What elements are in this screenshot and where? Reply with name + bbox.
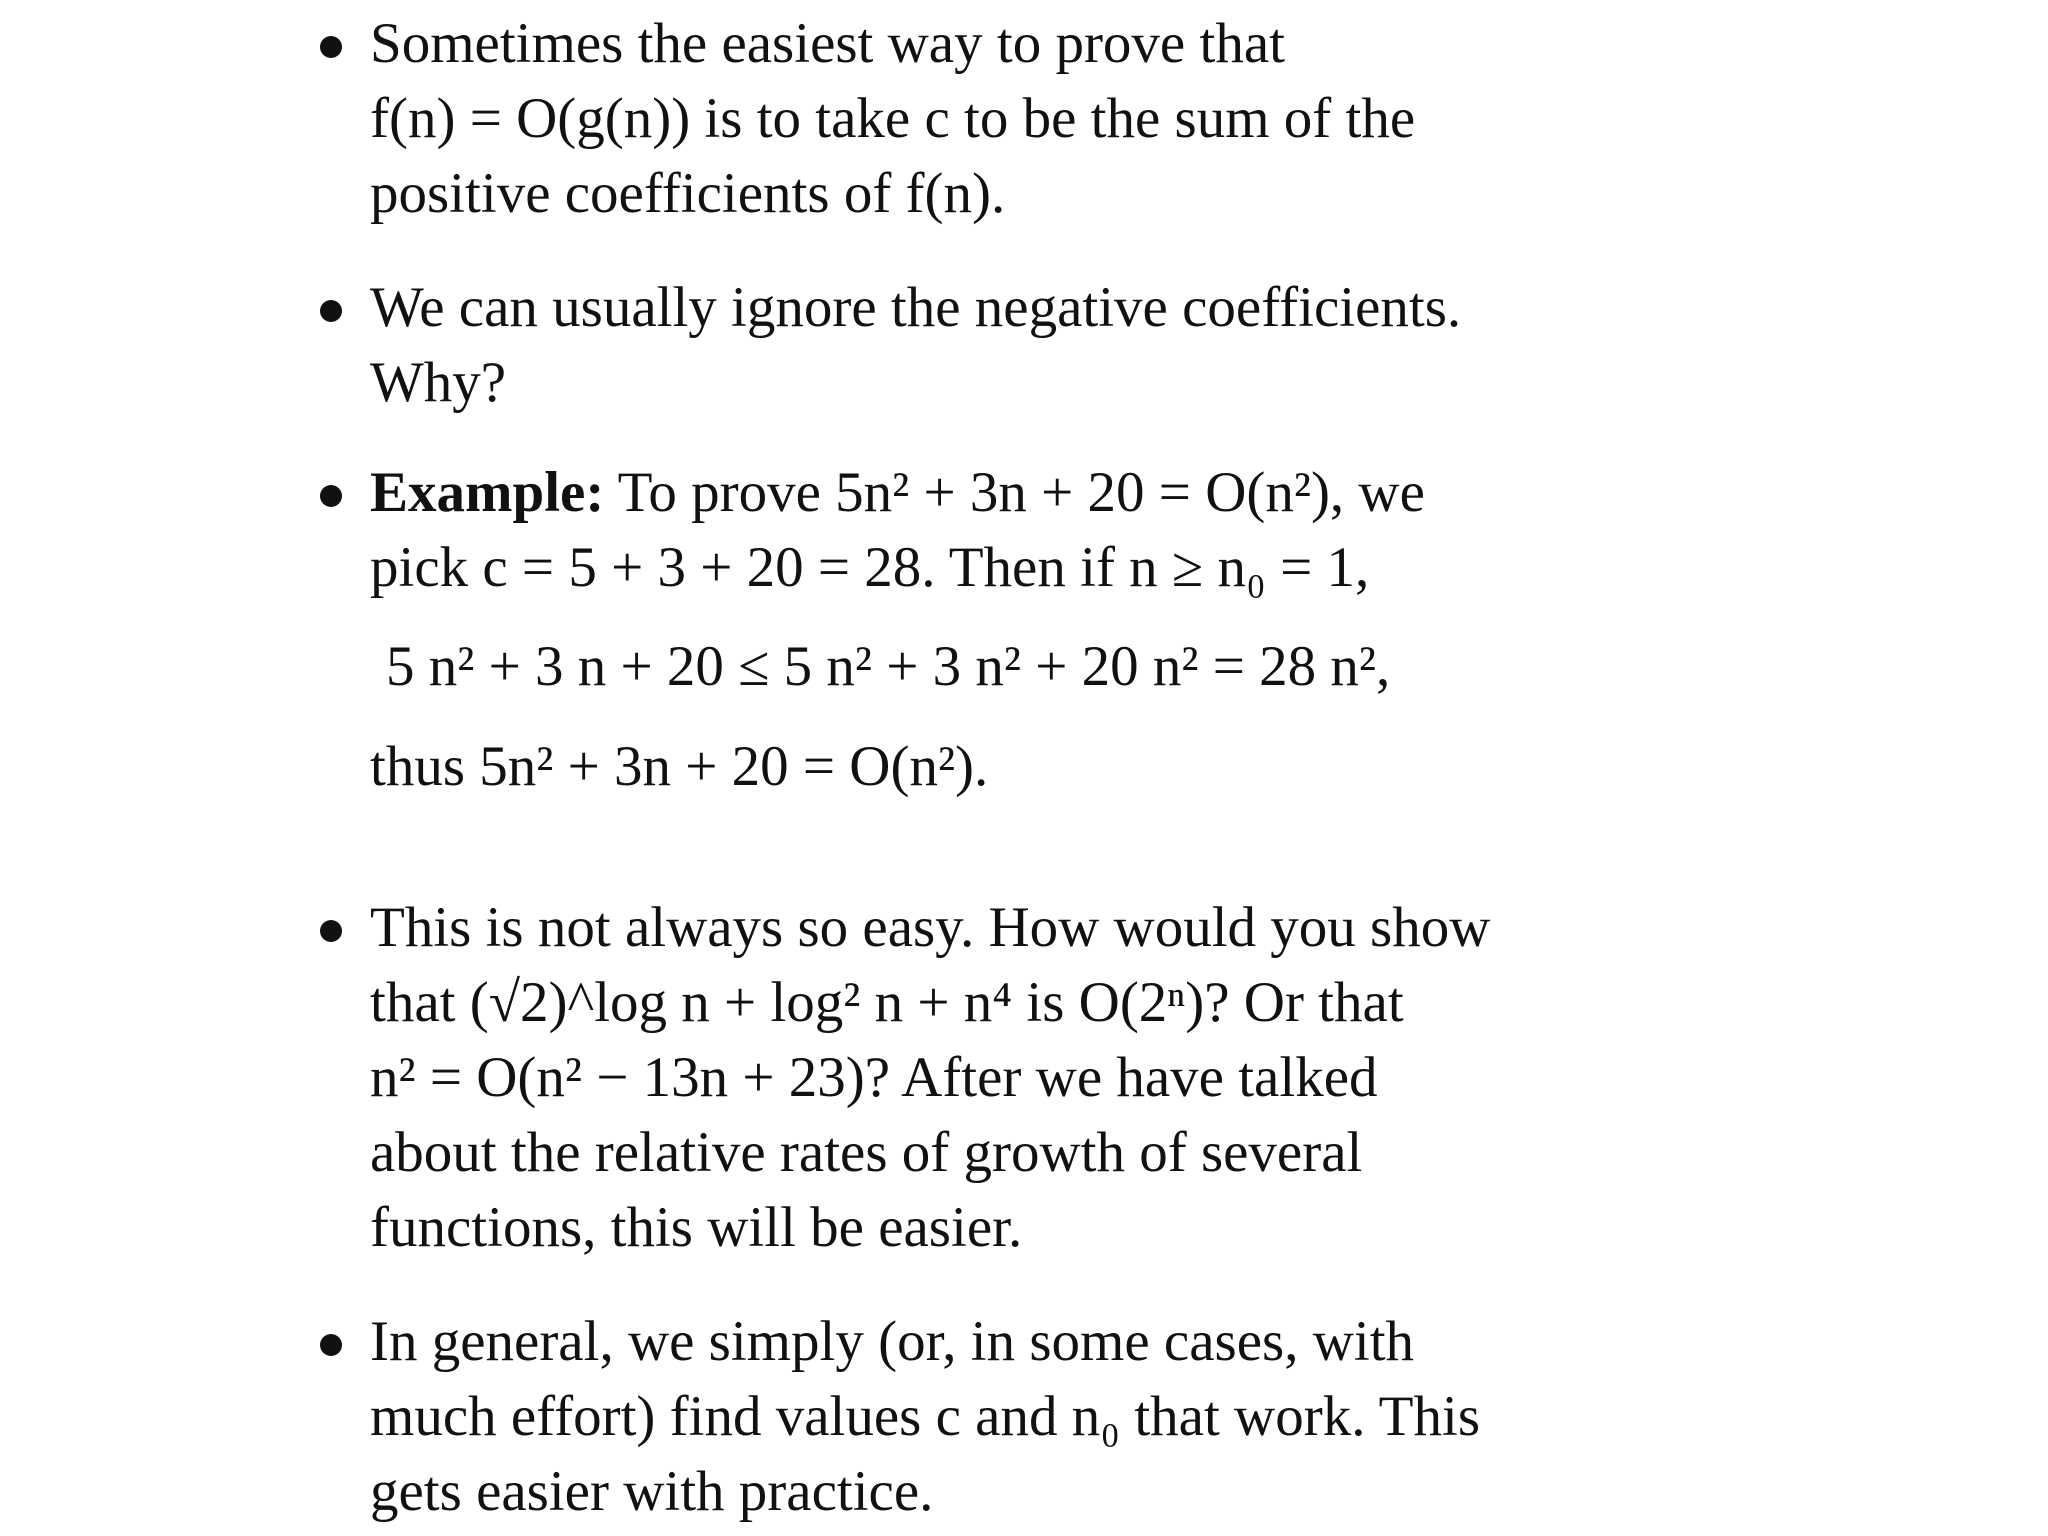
bullet-1-line-3: positive coefficients of f(n). xyxy=(370,162,1006,225)
bullet-1-line-1: Sometimes the easiest way to prove that xyxy=(370,12,1285,75)
bullet-5-line-2: much effort) find values c and n₀ that work. This xyxy=(370,1385,1480,1448)
bullet-5-line-1: In general, we simply (or, in some cases, with xyxy=(370,1310,1415,1373)
bullet-icon xyxy=(320,485,342,507)
bullet-item-1 xyxy=(370,6,1730,231)
bullet-item-5 xyxy=(370,1304,1730,1529)
example-line-1 xyxy=(370,455,1730,530)
display-equation: 5 n² + 3 n + 20 ≤ 5 n² + 3 n² + 20 n² = 28 n², xyxy=(386,635,1391,698)
bullet-icon xyxy=(320,920,342,942)
bullet-4-line-2: that (√2)^log n + log² n + n⁴ is O(2ⁿ)? Or that xyxy=(370,971,1404,1034)
bullet-2-line-2: Why? xyxy=(370,351,507,414)
bullet-1-line-2: f(n) = O(g(n)) is to take c to be the sum of the xyxy=(370,87,1416,150)
bullet-item-3 xyxy=(370,455,1730,804)
bullet-icon xyxy=(320,36,342,58)
bullet-icon xyxy=(320,1334,342,1356)
example-text-1: To prove 5n² + 3n + 20 = O(n²), we xyxy=(617,461,1425,524)
bullet-4-line-5: functions, this will be easier. xyxy=(370,1196,1023,1259)
bullet-2-line-1: We can usually ignore the negative coefficients. xyxy=(370,276,1462,339)
bullet-4-line-4: about the relative rates of growth of several xyxy=(370,1121,1363,1184)
bullet-item-2 xyxy=(370,270,1730,420)
bullet-item-4 xyxy=(370,890,1730,1265)
example-label: Example: xyxy=(370,461,605,524)
bullet-4-line-1: This is not always so easy. How would you show xyxy=(370,896,1491,959)
bullet-5-line-3: gets easier with practice. xyxy=(370,1460,934,1523)
example-line-2: pick c = 5 + 3 + 20 = 28. Then if n ≥ n₀ = 1, xyxy=(370,536,1370,599)
bullet-icon xyxy=(320,300,342,322)
bullet-4-line-3: n² = O(n² − 13n + 23)? After we have talked xyxy=(370,1046,1378,1109)
example-conclusion: thus 5n² + 3n + 20 = O(n²). xyxy=(370,735,989,798)
